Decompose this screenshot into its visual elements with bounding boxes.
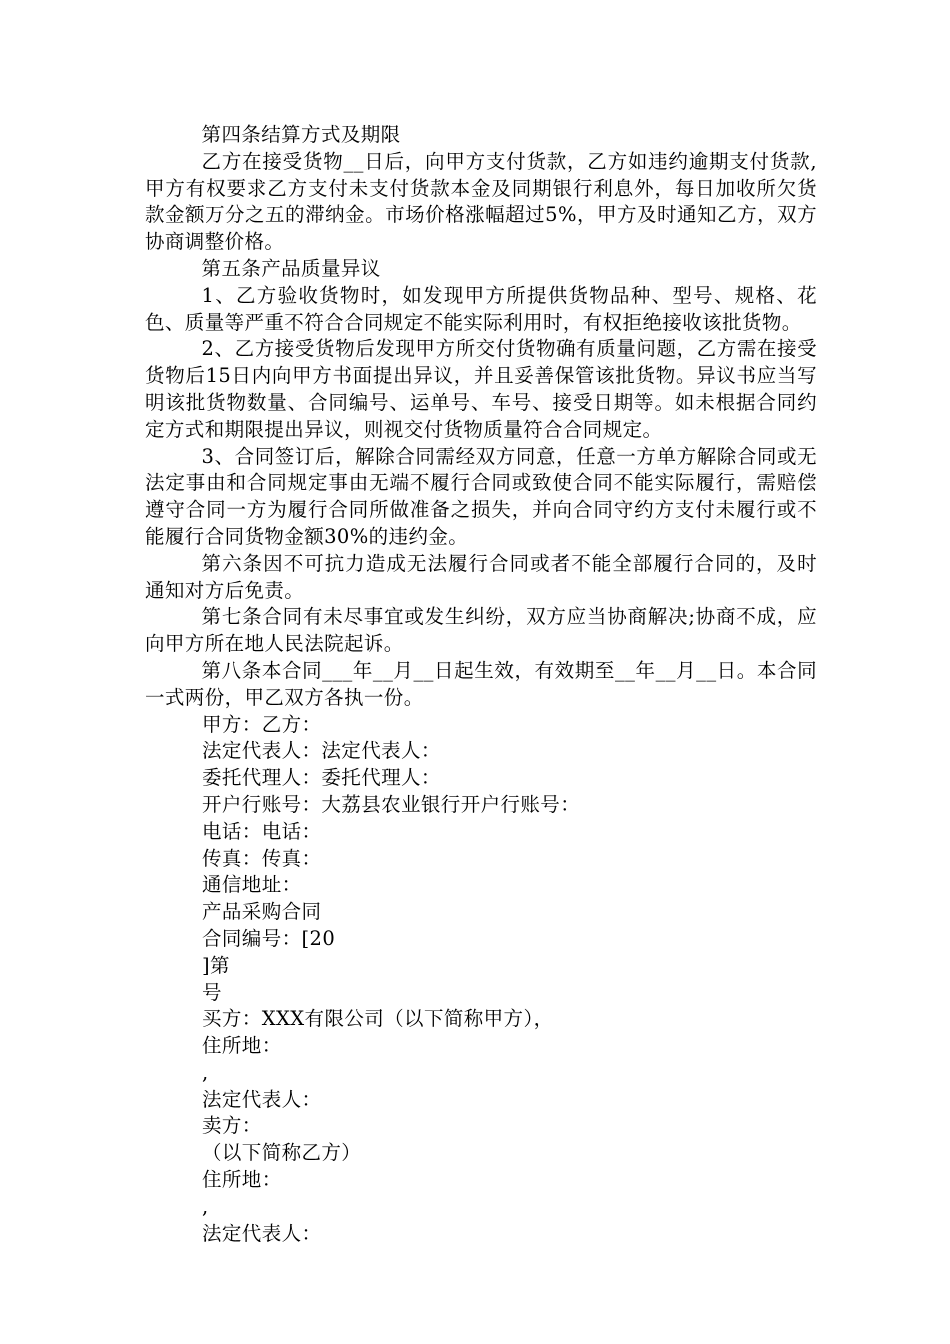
signature-address: 通信地址：: [202, 873, 302, 897]
article-6: 第六条因不可抗力造成无法履行合同或者不能全部履行合同的，及时通知对方后免责。: [145, 551, 817, 602]
signature-block: [145, 712, 817, 900]
seller-legal-rep: 法定代表人：: [202, 1221, 322, 1245]
document-page: [145, 122, 817, 1247]
buyer-legal-rep: 法定代表人：: [202, 1087, 322, 1111]
next-contract-header: [145, 899, 817, 1247]
contract-number-line-2: ]第: [202, 953, 230, 977]
seller-address-cont: ,: [202, 1194, 209, 1218]
contract-number-line-3: 号: [202, 980, 222, 1004]
buyer-line: 买方：XXX有限公司（以下简称甲方），: [202, 1007, 554, 1031]
signature-bank-account: 开户行账号：大荔县农业银行开户行账号：: [202, 792, 581, 816]
seller-line: 卖方：: [202, 1114, 262, 1138]
buyer-address: 住所地：: [202, 1034, 282, 1058]
article-5-title: 第五条产品质量异议: [201, 256, 381, 280]
article-7: 第七条合同有未尽事宜或发生纠纷，双方应当协商解决;协商不成，应向甲方所在地人民法院起诉。: [145, 605, 817, 656]
contract-number-line-1: 合同编号：[20: [202, 926, 336, 950]
article-5-item-3: 3、合同签订后，解除合同需经双方同意，任意一方单方解除合同或无法定事由和合同规定事由无端不履行合同或致使合同不能实际履行，需赔偿遵守合同一方为履行合同所做准备之损失，并向合同守约方支付未履行或不能履行合同货物金额30%的违约金。: [145, 444, 817, 548]
signature-fax: 传真：传真：: [202, 846, 322, 870]
article-5-item-2: 2、乙方接受货物后发现甲方所交付货物确有质量问题，乙方需在接受货物后15日内向甲方书面提出异议，并且妥善保管该批货物。异议书应当写明该批货物数量、合同编号、运单号、车号、接受日期等。如未根据合同约定方式和期限提出异议，则视交付货物质量符合合同规定。: [145, 337, 817, 441]
contract-title: 产品采购合同: [202, 900, 322, 924]
article-5-item-1: 1、乙方验收货物时，如发现甲方所提供货物品种、型号、规格、花色、质量等严重不符合合同规定不能实际利用时，有权拒绝接收该批货物。: [145, 283, 817, 334]
article-8: 第八条本合同___年__月__日起生效，有效期至__年__月__日。本合同一式两份，甲乙双方各执一份。: [145, 658, 817, 709]
seller-address: 住所地：: [202, 1168, 282, 1192]
signature-parties: 甲方：乙方：: [202, 712, 322, 736]
signature-legal-rep: 法定代表人：法定代表人：: [202, 739, 441, 763]
article-4-title: 第四条结算方式及期限: [201, 123, 401, 146]
signature-agent: 委托代理人：委托代理人：: [202, 766, 441, 790]
seller-abbrev: （以下简称乙方）: [202, 1141, 362, 1165]
buyer-address-cont: ,: [202, 1060, 209, 1084]
article-4-body: 乙方在接受货物__日后，向甲方支付货款，乙方如违约逾期支付货款,甲方有权要求乙方支付未支付货款本金及同期银行利息外，每日加收所欠货款金额万分之五的滞纳金。市场价格涨幅超过5%，甲方及时通知乙方，双方协商调整价格。: [145, 149, 817, 254]
signature-phone: 电话：电话：: [202, 819, 322, 843]
